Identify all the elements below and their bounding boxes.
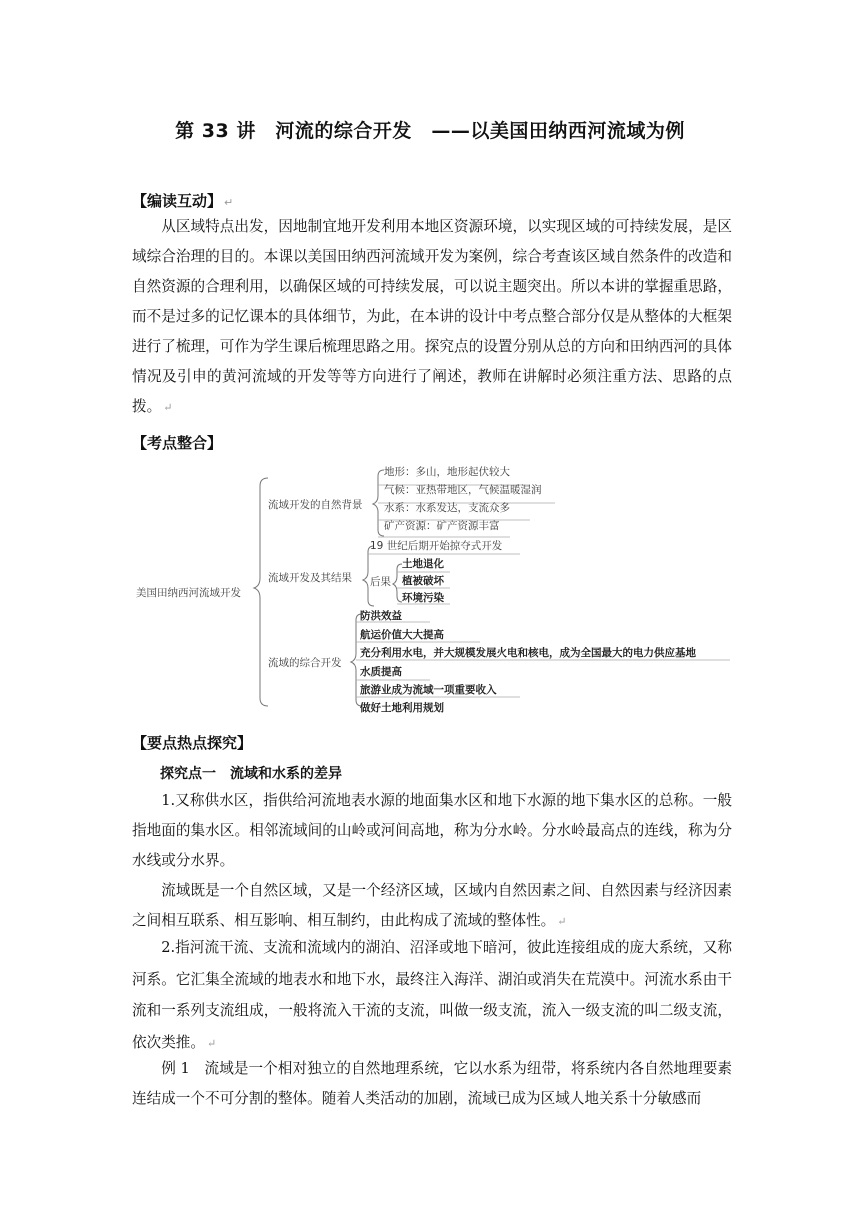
mindmap-branch-comprehensive: 流域的综合开发 — [268, 657, 342, 669]
paragraph-3-text: 2.指河流干流、支流和流域内的湖泊、沼泽或地下暗河，彼此连接组成的庞大系统，又称河系。它汇集全流域的地表水和地下水，最终注入海洋、湖泊或消失在荒漠中。河流水系由干流和一系列支流组成，一般将流入干流的支流，叫做一级支流，流入一级支流的叫二级支流，依次类推。 — [132, 939, 732, 1051]
section-heading-hotspot: 【要点热点探究】 — [132, 734, 253, 752]
mindmap-item: 航运价值大大提高 — [360, 629, 444, 641]
mindmap-item: 土地退化 — [402, 558, 444, 570]
example-1 — [132, 1054, 732, 1114]
mindmap-item: 地形：多山，地形起伏较大 — [384, 466, 510, 478]
example-text: 流域是一个相对独立的自然地理系统，它以水系为纽带，将系统内各自然地理要素连结成一个不可分割的整体。随着人类活动的加剧，流域已成为区域人地关系十分敏感而 — [132, 1060, 732, 1107]
mindmap-item: 水质提高 — [360, 666, 402, 678]
mindmap-item: 防洪效益 — [360, 610, 402, 622]
mindmap-item: 环境污染 — [402, 592, 444, 604]
paragraph-2 — [132, 876, 732, 937]
paragraph-1: 1.又称供水区，指供给河流地表水源的地面集水区和地下水源的地下集水区的总称。一般指地面的集水区。相邻流域间的山岭或河间高地，称为分水岭。分水岭最高点的连线，称为分水线或分水界。 — [132, 792, 732, 869]
mindmap-result-label: 后果 — [370, 576, 391, 588]
mindmap-branch-development: 流域开发及其结果 — [268, 572, 352, 584]
intro-heading-text: 【编读互动】 — [132, 192, 223, 210]
mindmap-item: 矿产资源：矿产资源丰富 — [384, 520, 500, 532]
return-mark: ↵ — [163, 401, 173, 414]
section-heading-kaodian: 【考点整合】 — [132, 434, 223, 452]
mindmap-branch-natural: 流域开发的自然背景 — [268, 499, 363, 511]
mindmap-item: 水系：水系发达，支流众多 — [384, 502, 510, 514]
paragraph-3 — [132, 932, 732, 1059]
return-mark: ↵ — [557, 915, 567, 928]
mindmap-item: 做好土地利用规划 — [360, 702, 444, 714]
mindmap-figure — [130, 460, 740, 715]
mindmap-item: 植被破坏 — [402, 575, 444, 587]
example-label: 例 1 — [161, 1060, 190, 1077]
return-mark: ↵ — [224, 196, 234, 209]
return-mark: ↵ — [206, 1036, 217, 1050]
intro-paragraph — [132, 212, 732, 423]
page-title: 第 33 讲 河流的综合开发 ——以美国田纳西河流域为例 — [175, 120, 685, 142]
section-heading-intro — [132, 190, 233, 211]
intro-text: 从区域特点出发，因地制宜地开发利用本地区资源环境，以实现区域的可持续发展，是区域综合治理的目的。本课以美国田纳西河流域开发为案例，综合考查该区域自然条件的改造和自然资源的合理利用，以确保区域的可持续发展，可以说主题突出。所以本讲的掌握重思路，而不是过多的记忆课本的具体细节，为此，在本讲的设计中考点整合部分仅是从整体的大框架进行了梳理，可作为学生课后梳理思路之用。探究点的设置分别从总的方向和田纳西河的具体情况及引申的黄河流域的开发等等方向进行了阐述，教师在讲解时必须注重方法、思路的点拨。 — [132, 218, 732, 415]
mindmap-root: 美国田纳西河流域开发 — [136, 587, 241, 599]
point1-title: 探究点一 流域和水系的差异 — [160, 766, 342, 782]
mindmap-item: 19 世纪后期开始掠夺式开发 — [370, 540, 503, 552]
mindmap-item: 充分利用水电，并大规模发展火电和核电，成为全国最大的电力供应基地 — [360, 647, 696, 659]
paragraph-2-text: 流域既是一个自然区域，又是一个经济区域，区域内自然因素之间、自然因素与经济因素之间相互联系、相互影响、相互制约，由此构成了流域的整体性。 — [132, 882, 732, 929]
mindmap-item: 气候：亚热带地区，气候温暖湿润 — [384, 484, 542, 496]
mindmap-item: 旅游业成为流域一项重要收入 — [360, 684, 497, 696]
